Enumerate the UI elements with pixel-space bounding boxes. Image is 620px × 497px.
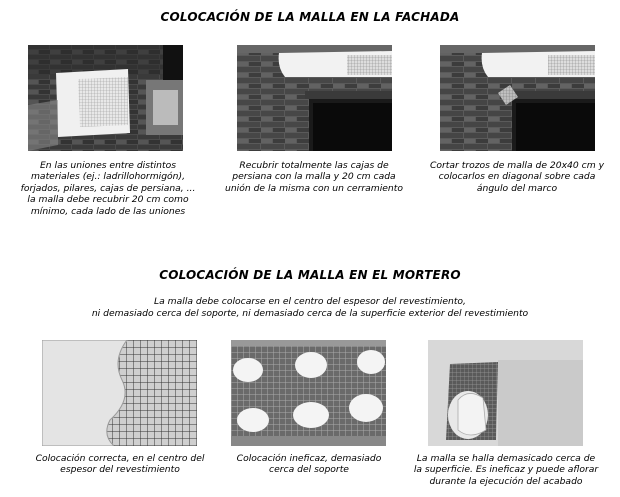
caption-window-corners: Cortar trozos de malla de 20x40 cm y colocarlos en diagonal sobre cada ángulo del marco — [429, 160, 605, 194]
section1-title: COLOCACIÓN DE LA MALLA EN LA FACHADA — [160, 10, 460, 24]
caption-correct-placement: Colocación correcta, en el centro del espesor del revestimiento — [35, 453, 205, 476]
section2-title: COLOCACIÓN DE LA MALLA EN EL MORTERO — [159, 268, 461, 282]
photo-diagonal-mesh-corners — [440, 45, 595, 151]
photo-too-close-support — [231, 340, 386, 446]
photo-mesh-on-wall-junction — [28, 45, 183, 151]
caption-too-close-support: Colocación ineficaz, demasiado cerca del soporte — [236, 453, 382, 476]
caption-shutter-box: Recubrir totalmente las cajas de persiana con la malla y 20 cm cada unión de la misma con un cerramiento — [225, 160, 403, 194]
photo-shutter-box-covered — [237, 45, 392, 151]
photo-too-close-surface — [428, 340, 583, 446]
section2-intro: La malla debe colocarse en el centro del espesor del revestimiento, ni demasiado cerca del soporte, ni demasiado cerca de la superficie exterior del revestimiento — [91, 296, 529, 319]
caption-wall-junction: En las uniones entre distintos materiales (ej.: ladrillohormigón), forjados, pilares, cajas de persiana, ... la malla debe recubrir 20 cm como mínimo, cada lado de las uniones — [20, 160, 196, 217]
photo-correct-placement — [42, 340, 197, 446]
caption-too-close-surface: La malla se halla demasicado cerca de la superficie. Es ineficaz y puede aflorar durante la ejecución del acabado — [413, 453, 599, 487]
